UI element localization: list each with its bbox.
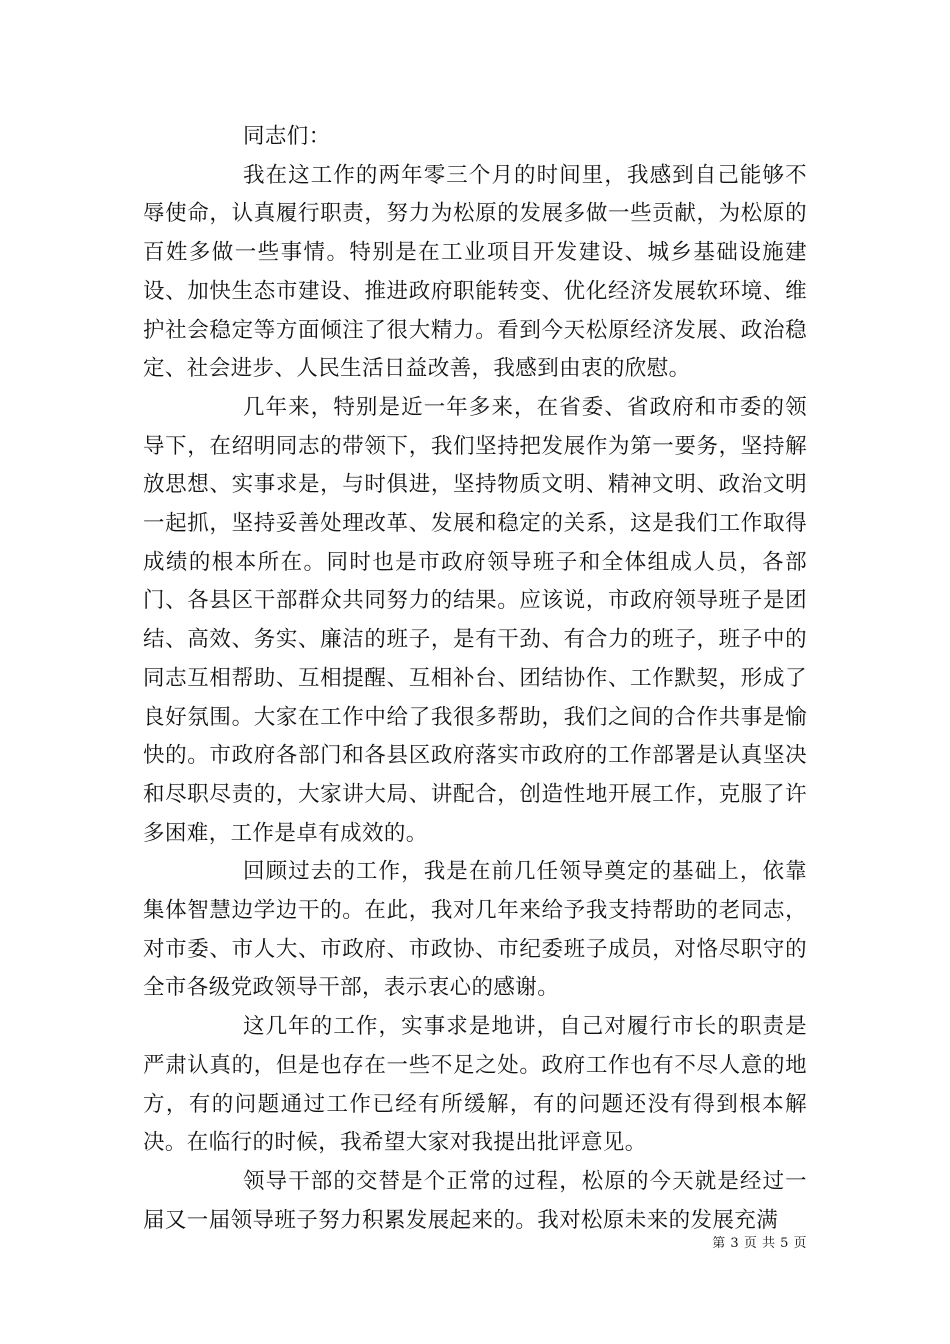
salutation: 同志们：	[243, 124, 331, 149]
page-number-footer: 第 3 页 共 5 页	[712, 1236, 807, 1251]
paragraph-2: 几年来，特别是近一年多来，在省委、省政府和市委的领导下，在绍明同志的带领下，我们坚持把发展作为第一要务，坚持解放思想、实事求是，与时俱进，坚持物质文明、精神文明、政治文明一起抓，坚持妥善处理改革、发展和稳定的关系，这是我们工作取得成绩的根本所在。同时也是市政府领导班子和全体组成人员，各部门、各县区干部群众共同努力的结果。应该说，市政府领导班子是团结、高效、务实、廉洁的班子，是有干劲、有合力的班子，班子中的同志互相帮助、互相提醒、互相补台、团结协作、工作默契，形成了良好氛围。大家在工作中给了我很多帮助，我们之间的合作共事是愉快的。市政府各部门和各县区政府落实市政府的工作部署是认真坚决和尽职尽责的，大家讲大局、讲配合，创造性地开展工作，克服了许多困难，工作是卓有成效的。	[143, 394, 807, 846]
paragraph-3: 回顾过去的工作，我是在前几任领导奠定的基础上，依靠集体智慧边学边干的。在此，我对几年来给予我支持帮助的老同志，对市委、市人大、市政府、市政协、市纪委班子成员，对恪尽职守的全市各级党政领导干部，表示衷心的感谢。	[143, 859, 807, 1001]
document-body	[143, 118, 807, 1240]
paragraph-1: 我在这工作的两年零三个月的时间里，我感到自己能够不辱使命，认真履行职责，努力为松原的发展多做一些贡献，为松原的百姓多做一些事情。特别是在工业项目开发建设、城乡基础设施建设、加快生态市建设、推进政府职能转变、优化经济发展软环境、维护社会稳定等方面倾注了很大精力。看到今天松原经济发展、政治稳定、社会进步、人民生活日益改善，我感到由衷的欣慰。	[143, 162, 807, 382]
paragraph-4: 这几年的工作，实事求是地讲，自己对履行市长的职责是严肃认真的，但是也存在一些不足之处。政府工作也有不尽人意的地方，有的问题通过工作已经有所缓解，有的问题还没有得到根本解决。在临行的时候，我希望大家对我提出批评意见。	[143, 1014, 807, 1156]
paragraph-5: 领导干部的交替是个正常的过程，松原的今天就是经过一届又一届领导班子努力积累发展起来的。我对松原未来的发展充满	[143, 1168, 807, 1233]
